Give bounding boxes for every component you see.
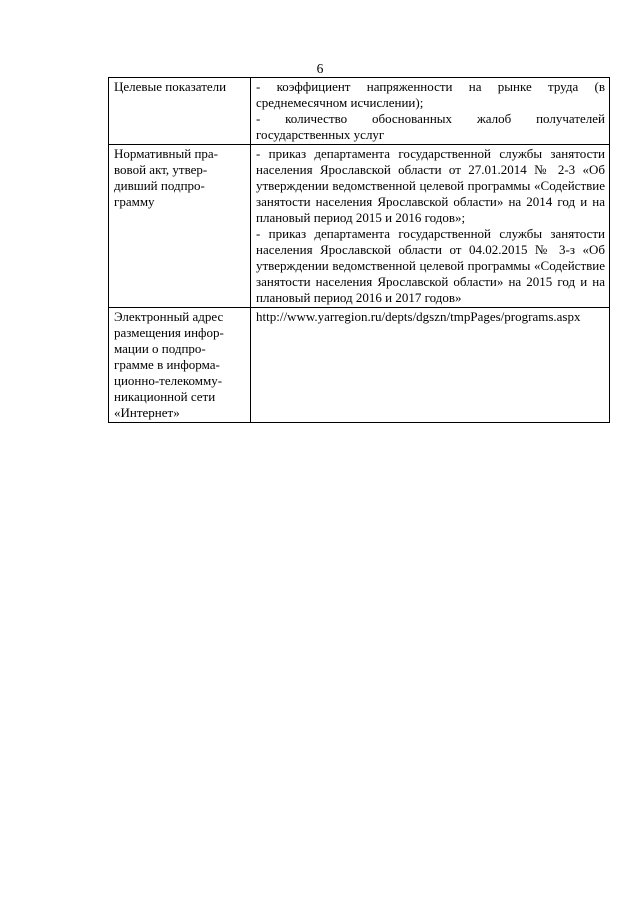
row-label-cell <box>109 308 251 423</box>
row-label-line: размещения инфор- <box>114 325 224 340</box>
row-content-cell <box>251 78 610 145</box>
row-label-line: Нормативный пра- <box>114 146 218 161</box>
subprogram-passport-table <box>108 77 610 423</box>
row-label-line: дивший подпро- <box>114 178 205 193</box>
normative-act-item: - приказ департамента государственной службы занятости населения Ярославской области от 27.01.2014 № 2-3 «Об утверждении ведомственной целевой программы «Содействие занятости населения Ярославской области» на 2014 год и на плановый период 2015 и 2016 годов»; <box>256 146 605 225</box>
row-label-line: Электронный адрес <box>114 309 224 324</box>
row-label-line: «Интернет» <box>114 405 180 420</box>
row-label-line: грамме в информа- <box>114 357 220 372</box>
row-content-cell <box>251 308 610 423</box>
row-label-line: грамму <box>114 194 155 209</box>
table-row-target-indicators <box>109 78 610 145</box>
program-url-link[interactable]: http://www.yarregion.ru/depts/dgszn/tmpPages/programs.aspx <box>256 309 581 324</box>
row-label-cell <box>109 78 251 145</box>
row-label: Целевые показатели <box>114 79 227 94</box>
normative-act-item: - приказ департамента государственной службы занятости населения Ярославской области от 04.02.2015 № 3-з «Об утверждении ведомственной целевой программы «Содействие занятости населения Ярославской области» на 2015 год и на плановый период 2016 и 2017 годов» <box>256 226 605 305</box>
row-label-line: мации о подпро- <box>114 341 206 356</box>
row-label-line: ционно-телекомму- <box>114 373 223 388</box>
page-number: 6 <box>316 61 324 76</box>
indicator-item: - количество обоснованных жалоб получателей государственных услуг <box>256 111 605 142</box>
indicator-item: - коэффициент напряженности на рынке труда (в среднемесячном исчислении); <box>256 79 605 110</box>
table-row-internet-address <box>109 308 610 423</box>
row-label-cell <box>109 145 251 308</box>
row-label-line: вовой акт, утвер- <box>114 162 208 177</box>
row-content-cell <box>251 145 610 308</box>
row-label-line: никационной сети <box>114 389 216 404</box>
table-row-normative-act <box>109 145 610 308</box>
